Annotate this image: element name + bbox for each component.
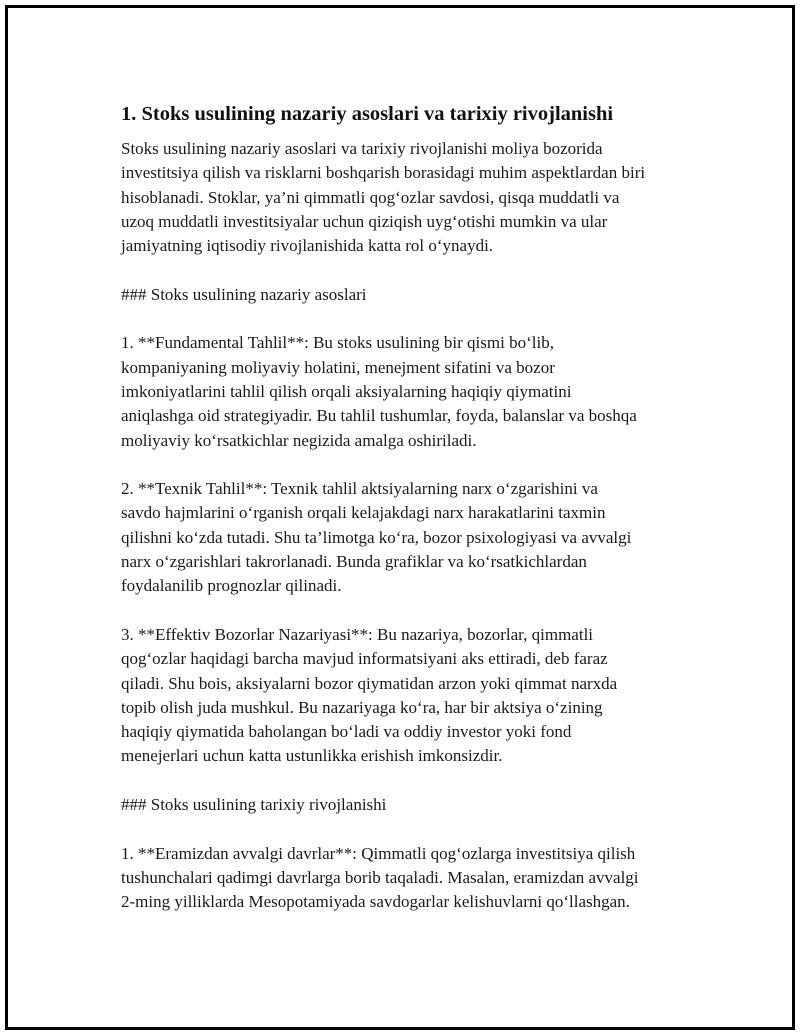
text-line: savdo hajmlarini o‘rganish orqali kelajakdagi narx harakatlarini taxmin xyxy=(121,503,606,523)
text-line: 1. **Eramizdan avvalgi davrlar**: Qimmatli qog‘ozlarga investitsiya qilish xyxy=(121,843,636,863)
fundamental-analysis-paragraph xyxy=(121,331,701,452)
document-body xyxy=(121,100,701,915)
text-line: uzoq muddatli investitsiyalar uchun qiziqish uyg‘otishi mumkin va ular xyxy=(121,211,608,231)
ancient-times-paragraph xyxy=(121,842,701,915)
intro-paragraph xyxy=(121,137,701,258)
text-line: Stoks usulining nazariy asoslari va tarixiy rivojlanishi moliya bozorida xyxy=(121,139,603,158)
text-line: moliyaviy ko‘rsatkichlar negizida amalga oshiriladi. xyxy=(121,430,477,450)
text-line: ### Stoks usulining nazariy asoslari xyxy=(121,284,367,304)
section-heading-theory xyxy=(121,283,701,307)
text-line: topib olish juda mushkul. Bu nazariyaga ko‘ra, har bir aktsiya o‘zining xyxy=(121,697,603,717)
text-line: aniqlashga oid strategiyadir. Bu tahlil tushumlar, foyda, balanslar va boshqa xyxy=(121,406,637,426)
text-line: qog‘ozlar haqidagi barcha mavjud informatsiyani aks ettiradi, deb faraz xyxy=(121,649,608,669)
text-line: imkoniyatlarini tahlil qilish orqali aksiyalarning haqiqiy qiymatini xyxy=(121,381,572,401)
text-line: investitsiya qilish va risklarni boshqarish borasidagi muhim aspektlardan biri xyxy=(121,163,646,183)
text-line: tushunchalari qadimgi davrlarga borib taqaladi. Masalan, eramizdan avvalgi xyxy=(121,867,639,887)
technical-analysis-paragraph xyxy=(121,477,701,598)
text-line: foydalanilib prognozlar qilinadi. xyxy=(121,576,342,596)
text-line: kompaniyaning moliyaviy holatini, menejment sifatini va bozor xyxy=(121,357,555,377)
text-line: ### Stoks usulining tarixiy rivojlanishi xyxy=(121,795,387,815)
text-line: jamiyatning iqtisodiy rivojlanishida katta rol o‘ynaydi. xyxy=(121,236,494,256)
efficient-markets-paragraph xyxy=(121,623,701,769)
page-frame xyxy=(5,5,795,1030)
text-line: qiladi. Shu bois, aksiyalarni bozor qiymatidan arzon yoki qimmat narxda xyxy=(121,673,618,693)
text-line: haqiqiy qiymatida baholangan bo‘ladi va oddiy investor yoki fond xyxy=(121,722,572,742)
document-title: 1. Stoks usulining nazariy asoslari va tarixiy rivojlanishi xyxy=(121,103,614,125)
text-line: menejerlari uchun katta ustunlikka erishish imkonsizdir. xyxy=(121,746,503,766)
text-line: narx o‘zgarishlari takrorlanadi. Bunda grafiklar va ko‘rsatkichlardan xyxy=(121,552,587,572)
text-line: 2. **Texnik Tahlil**: Texnik tahlil aktsiyalarning narx o‘zgarishini va xyxy=(121,479,598,499)
text-line: 2-ming yilliklarda Mesopotamiyada savdogarlar kelishuvlarni qo‘llashgan. xyxy=(121,892,630,912)
text-line: hisoblanadi. Stoklar, ya’ni qimmatli qog‘ozlar savdosi, qisqa muddatli va xyxy=(121,187,620,207)
text-line: 1. **Fundamental Tahlil**: Bu stoks usulining bir qismi bo‘lib, xyxy=(121,333,554,353)
text-line: qilishni ko‘zda tutadi. Shu ta’limotga ko‘ra, bozor psixologiyasi va avvalgi xyxy=(121,527,632,547)
text-line: 3. **Effektiv Bozorlar Nazariyasi**: Bu nazariya, bozorlar, qimmatli xyxy=(121,624,594,644)
section-heading-history xyxy=(121,793,701,817)
